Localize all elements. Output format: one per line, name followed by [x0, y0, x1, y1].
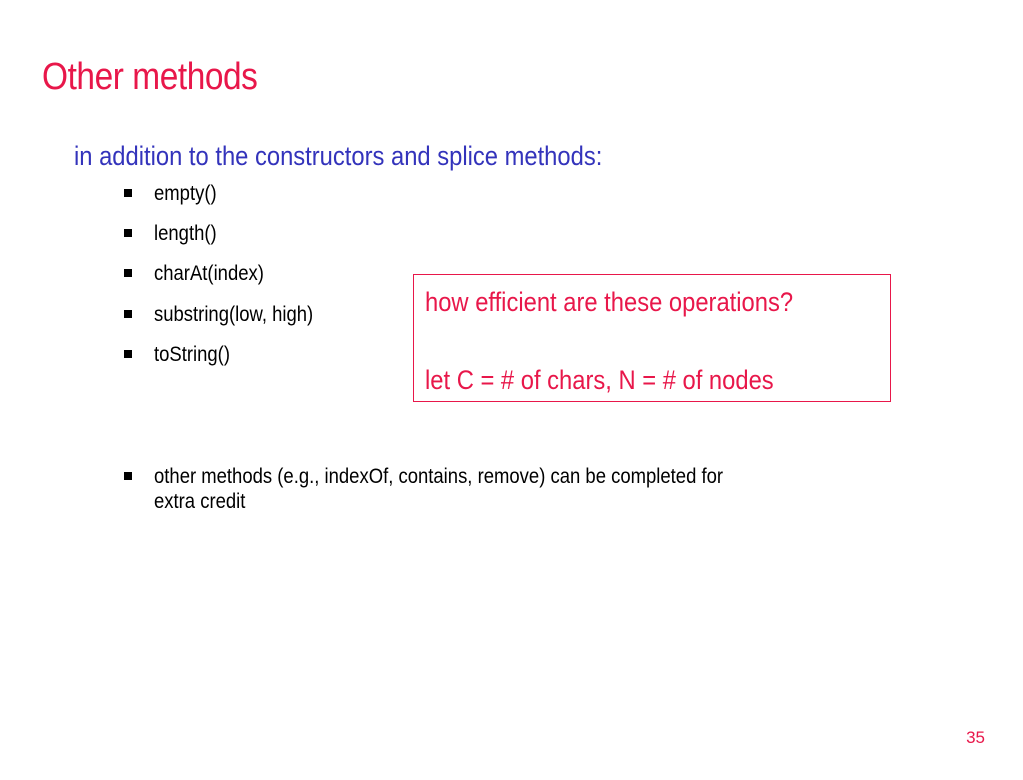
page-number: 35	[966, 728, 985, 747]
bullet-text: charAt(index)	[154, 262, 264, 285]
bullet-marker-icon	[124, 269, 132, 277]
bullet-marker-icon	[124, 350, 132, 358]
bullet-text: length()	[154, 222, 217, 245]
bullet-marker-icon	[124, 229, 132, 237]
bullet-text-line1: other methods (e.g., indexOf, contains, remove) can be completed for	[154, 465, 724, 488]
efficiency-callout-box	[413, 274, 891, 402]
bullet-marker-icon	[124, 189, 132, 197]
bullet-text: empty()	[154, 182, 217, 205]
bullet-text: toString()	[154, 343, 230, 366]
bullet-text-line2: extra credit	[154, 490, 246, 513]
callout-definition: let C = # of chars, N = # of nodes	[425, 365, 774, 395]
bullet-text: substring(low, high)	[154, 303, 314, 326]
bullet-marker-icon	[124, 310, 132, 318]
slide-title: Other methods	[42, 56, 258, 98]
callout-question: how efficient are these operations?	[425, 287, 794, 317]
bullet-marker-icon	[124, 472, 132, 480]
intro-text: in addition to the constructors and splice methods:	[74, 141, 603, 171]
